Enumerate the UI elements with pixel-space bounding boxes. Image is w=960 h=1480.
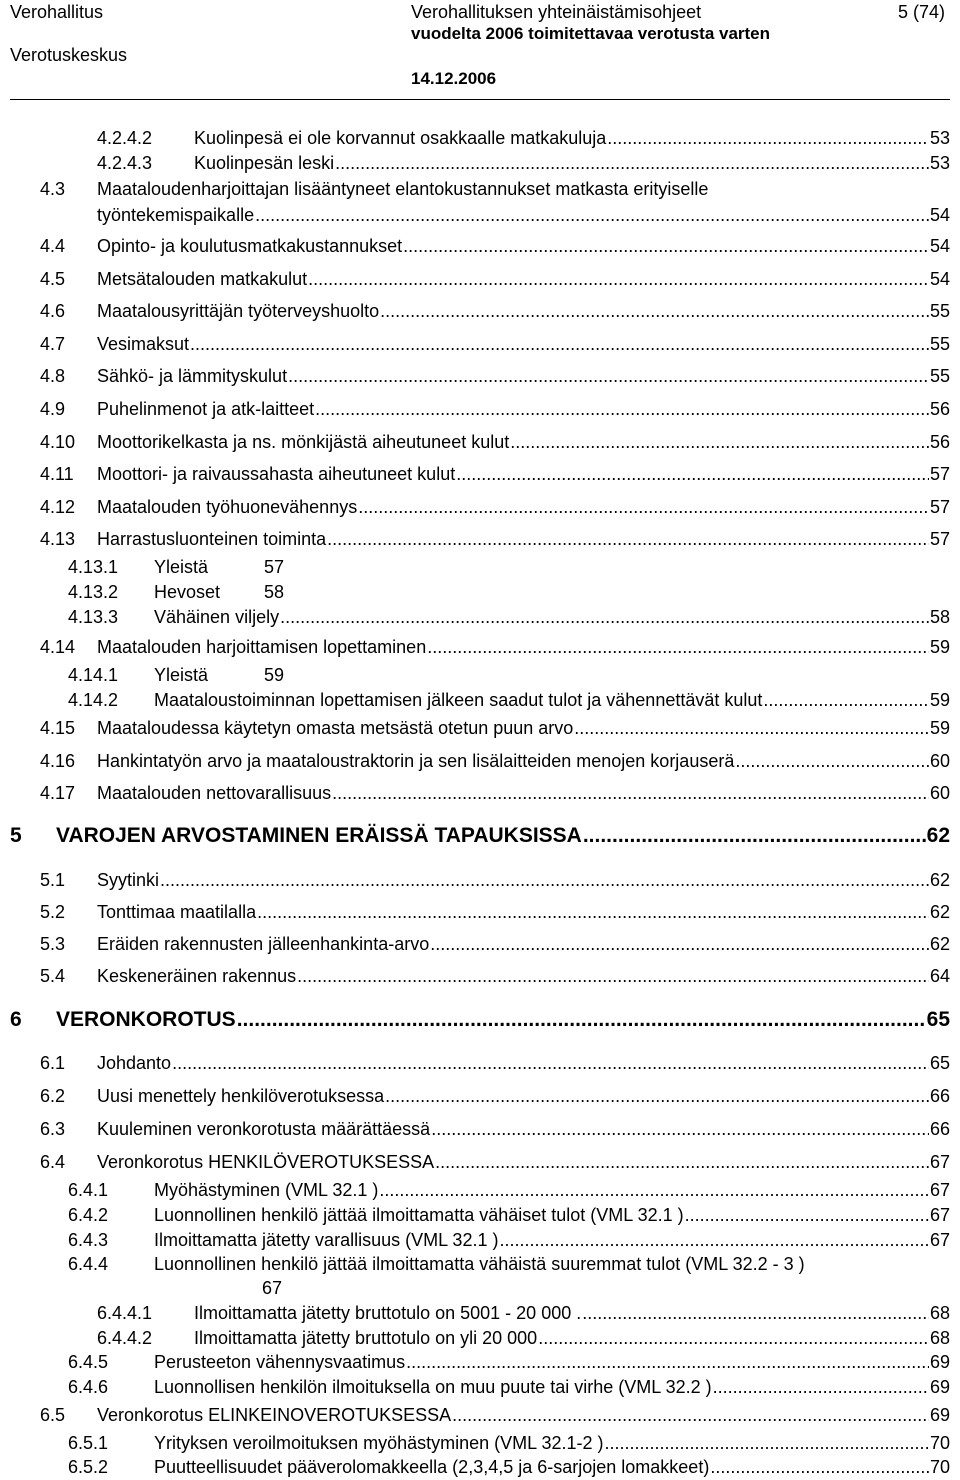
- toc-entry-6-3[interactable]: [40, 1118, 950, 1140]
- toc-leader: [499, 1229, 929, 1251]
- toc-number: 6.4.2: [68, 1205, 109, 1225]
- toc-leader: [237, 1007, 926, 1033]
- toc-leader: [710, 1456, 929, 1478]
- toc-leader: [427, 636, 929, 658]
- toc-title: Maatalouden harjoittamisen lopettaminen: [97, 637, 427, 657]
- toc-number: 4.2.4.3: [97, 153, 153, 173]
- toc-number: 6.2: [40, 1086, 66, 1106]
- toc-leader: [735, 750, 929, 772]
- toc-title: Yrityksen veroilmoituksen myöhästyminen (VML 32.1-2 ): [154, 1433, 604, 1453]
- toc-page: 62: [929, 870, 950, 890]
- toc-number: 4.13.1: [68, 557, 119, 577]
- toc-number: 4.14: [40, 637, 76, 657]
- toc-number: 4.8: [40, 366, 66, 386]
- toc-leader: [403, 235, 929, 257]
- toc-number: 4.10: [40, 432, 76, 452]
- toc-entry-6-5-1[interactable]: [68, 1432, 950, 1454]
- toc-leader: [583, 823, 926, 849]
- toc-number: 6.5.2: [68, 1457, 109, 1477]
- toc-number: 4.2.4.2: [97, 128, 153, 148]
- toc-entry-6-4-1[interactable]: [68, 1179, 950, 1201]
- toc-title: Myöhästyminen (VML 32.1 ): [154, 1180, 379, 1200]
- header-org: Verohallitus: [10, 2, 104, 22]
- toc-page: 69: [929, 1377, 950, 1397]
- toc-entry-4-16[interactable]: [40, 750, 950, 772]
- toc-title: Metsätalouden matkakulut: [97, 269, 308, 289]
- toc-number: 4.9: [40, 399, 66, 419]
- toc-entry-4-13-2[interactable]: [68, 581, 284, 603]
- toc-number: 4.12: [40, 497, 76, 517]
- toc-leader: [452, 1404, 929, 1426]
- toc-page: 67: [929, 1180, 950, 1200]
- toc-page: 65: [926, 1008, 950, 1031]
- toc-entry-4-2-4-2[interactable]: [97, 127, 950, 149]
- toc-number: 4.13.2: [68, 582, 119, 602]
- toc-page: 62: [926, 824, 950, 847]
- toc-leader: [510, 431, 929, 453]
- toc-page: 62: [929, 934, 950, 954]
- toc-page: 59: [264, 665, 285, 685]
- toc-page: 54: [929, 269, 950, 289]
- toc-page: 68: [929, 1328, 950, 1348]
- toc-title: Hankintatyön arvo ja maataloustraktorin ja sen lisälaitteiden menojen korjauserä: [97, 751, 735, 771]
- toc-title: Maataloustoiminnan lopettamisen jälkeen saadut tulot ja vähennettävät kulut: [154, 690, 763, 710]
- toc-entry-6-4-4-2[interactable]: [97, 1327, 950, 1349]
- toc-entry-4-13-1[interactable]: [68, 556, 284, 578]
- toc-entry-6-4-4-page: 67: [262, 1278, 283, 1298]
- toc-page: 57: [264, 557, 285, 577]
- toc-chapter-5[interactable]: [10, 823, 950, 849]
- toc-page: 58: [264, 582, 285, 602]
- toc-page: 69: [929, 1405, 950, 1425]
- toc-entry-6-5[interactable]: [40, 1404, 950, 1426]
- toc-number: 4.13.3: [68, 607, 119, 627]
- toc-entry-4-2-4-3[interactable]: [97, 152, 950, 174]
- toc-number: 6.4.4.2: [97, 1328, 153, 1348]
- toc-title: Puutteellisuudet pääverolomakkeella (2,3,4,5 ja 6-sarjojen lomakkeet): [154, 1457, 710, 1477]
- toc-number: 5.3: [40, 934, 66, 954]
- toc-number: 4.13: [40, 529, 76, 549]
- toc-title: Johdanto: [97, 1053, 172, 1073]
- toc-entry-5-4[interactable]: [40, 965, 950, 987]
- toc-page: 67: [929, 1230, 950, 1250]
- toc-title: Eräiden rakennusten jälleenhankinta-arvo: [97, 934, 430, 954]
- toc-leader: [431, 1118, 929, 1140]
- toc-title: Ilmoittamatta jätetty varallisuus (VML 32.1 ): [154, 1230, 499, 1250]
- toc-leader: [190, 333, 929, 355]
- toc-title: Keskeneräinen rakennus: [97, 966, 297, 986]
- toc-entry-4-11[interactable]: [40, 463, 950, 485]
- toc-page: 60: [929, 783, 950, 803]
- toc-number: 5.1: [40, 870, 66, 890]
- toc-entry-4-13-3[interactable]: [68, 606, 950, 628]
- header-doc-title: Verohallituksen yhteinäistämisohjeet: [411, 2, 702, 22]
- toc-title: Ilmoittamatta jätetty bruttotulo on yli 20 000: [194, 1328, 538, 1348]
- toc-number: 6.4.6: [68, 1377, 109, 1397]
- toc-entry-4-13[interactable]: [40, 528, 950, 550]
- toc-entry-4-10[interactable]: [40, 431, 950, 453]
- toc-leader: [327, 528, 929, 550]
- toc-number: 4.4: [40, 236, 66, 256]
- toc-number: 4.17: [40, 783, 76, 803]
- toc-page: 56: [929, 399, 950, 419]
- toc-leader: [335, 152, 929, 174]
- header-date: 14.12.2006: [411, 69, 497, 88]
- toc-number: 6.4.1: [68, 1180, 109, 1200]
- toc-page: 59: [929, 690, 950, 710]
- toc-entry-4-14[interactable]: [40, 636, 950, 658]
- toc-page: 65: [929, 1053, 950, 1073]
- toc-title: työntekemispaikalle: [97, 205, 255, 225]
- toc-page: 57: [929, 464, 950, 484]
- toc-leader: [379, 1179, 929, 1201]
- toc-page: 62: [929, 902, 950, 922]
- toc-entry-6-4-4[interactable]: [68, 1253, 950, 1275]
- toc-number: 6.4.5: [68, 1352, 109, 1372]
- toc-page: 55: [929, 366, 950, 386]
- toc-entry-6-4-6[interactable]: [68, 1376, 950, 1398]
- toc-leader: [685, 1204, 929, 1226]
- toc-entry-6-4-5[interactable]: [68, 1351, 950, 1373]
- toc-entry-4-12[interactable]: [40, 496, 950, 518]
- toc-title: Kuolinpesän leski: [194, 153, 335, 173]
- toc-title: Tonttimaa maatilalla: [97, 902, 257, 922]
- toc-entry-4-9[interactable]: [40, 398, 950, 420]
- toc-leader: [435, 1151, 929, 1173]
- toc-leader: [332, 782, 929, 804]
- toc-title: VAROJEN ARVOSTAMINEN ERÄISSÄ TAPAUKSISSA: [56, 824, 582, 847]
- toc-title: Luonnollinen henkilö jättää ilmoittamatta vähäistä suuremmat tulot (VML 32.2 - 3 ): [154, 1254, 805, 1274]
- toc-title: Yleistä: [154, 665, 209, 685]
- toc-number: 5.2: [40, 902, 66, 922]
- toc-title: Maatalouden nettovarallisuus: [97, 783, 332, 803]
- toc-entry-4-3-cont[interactable]: [97, 204, 950, 226]
- toc-title: Hevoset: [154, 582, 221, 602]
- toc-page: 67: [929, 1205, 950, 1225]
- toc-title: Vähäinen viljely: [154, 607, 280, 627]
- toc-leader: [315, 398, 929, 420]
- toc-page: 55: [929, 334, 950, 354]
- toc-leader: [160, 869, 929, 891]
- toc-number: 6.3: [40, 1119, 66, 1139]
- toc-entry-4-14-2[interactable]: [68, 689, 950, 711]
- toc-number: 6.1: [40, 1053, 66, 1073]
- toc-title: Ilmoittamatta jätetty bruttotulo on 5001 - 20 000 .: [194, 1303, 582, 1323]
- toc-leader: [385, 1085, 929, 1107]
- toc-leader: [538, 1327, 929, 1349]
- toc-entry-6-4-2[interactable]: [68, 1204, 950, 1226]
- toc-title: Maataloudenharjoittajan lisääntyneet elantokustannukset matkasta erityiselle: [97, 179, 709, 199]
- toc-leader: [607, 127, 929, 149]
- toc-leader: [255, 204, 929, 226]
- toc-entry-4-14-1[interactable]: [68, 664, 284, 686]
- toc-leader: [288, 365, 929, 387]
- toc-number: 6.4: [40, 1152, 66, 1172]
- header-divider: [10, 99, 950, 100]
- toc-leader: [713, 1376, 929, 1398]
- toc-number: 6.5.1: [68, 1433, 109, 1453]
- toc-page: 57: [929, 529, 950, 549]
- toc-title: Kuuleminen veronkorotusta määrättäessä: [97, 1119, 431, 1139]
- toc-entry-4-3[interactable]: [40, 178, 950, 200]
- toc-page: 68: [929, 1303, 950, 1323]
- toc-page: 53: [929, 153, 950, 173]
- toc-entry-4-15[interactable]: [40, 717, 950, 739]
- toc-entry-4-8[interactable]: [40, 365, 950, 387]
- toc-entry-6-4[interactable]: [40, 1151, 950, 1173]
- toc-number: 6.5: [40, 1405, 66, 1425]
- toc-number: 4.15: [40, 718, 76, 738]
- toc-leader: [574, 717, 929, 739]
- toc-leader: [172, 1052, 929, 1074]
- toc-title: Opinto- ja koulutusmatkakustannukset: [97, 236, 403, 256]
- toc-number: 4.3: [40, 179, 66, 199]
- toc-page: 66: [929, 1119, 950, 1139]
- toc-number: 6.4.4: [68, 1254, 109, 1274]
- toc-page: 60: [929, 751, 950, 771]
- toc-leader: [430, 933, 929, 955]
- toc-page: 67: [929, 1152, 950, 1172]
- toc-title: Perusteeton vähennysvaatimus: [154, 1352, 406, 1372]
- toc-title: Maataloudessa käytetyn omasta metsästä otetun puun arvo: [97, 718, 574, 738]
- toc-leader: [456, 463, 929, 485]
- toc-number: 4.16: [40, 751, 76, 771]
- toc-entry-6-4-3[interactable]: [68, 1229, 950, 1251]
- toc-page: 53: [929, 128, 950, 148]
- toc-page: 56: [929, 432, 950, 452]
- toc-page: 54: [929, 236, 950, 256]
- toc-number: 4.14.2: [68, 690, 119, 710]
- toc-entry-5-1[interactable]: [40, 869, 950, 891]
- toc-title: Veronkorotus ELINKEINOVEROTUKSESSA: [97, 1405, 452, 1425]
- toc-title: Luonnollinen henkilö jättää ilmoittamatta vähäiset tulot (VML 32.1 ): [154, 1205, 684, 1225]
- toc-number: 4.11: [40, 464, 74, 484]
- toc-entry-4-5[interactable]: [40, 268, 950, 290]
- toc-entry-4-7[interactable]: [40, 333, 950, 355]
- toc-leader: [763, 689, 929, 711]
- toc-page: 55: [929, 301, 950, 321]
- toc-title: Puhelinmenot ja atk-laitteet: [97, 399, 315, 419]
- toc-title: Vesimaksut: [97, 334, 190, 354]
- toc-page: 66: [929, 1086, 950, 1106]
- toc-page: 70: [929, 1457, 950, 1477]
- toc-title: Syytinki: [97, 870, 160, 890]
- toc-number: 4.14.1: [68, 665, 119, 685]
- header-subtitle: vuodelta 2006 toimitettavaa verotusta varten: [411, 24, 771, 43]
- toc-page: 69: [929, 1352, 950, 1372]
- toc-entry-4-17[interactable]: [40, 782, 950, 804]
- toc-entry-4-6[interactable]: [40, 300, 950, 322]
- toc-page: 58: [929, 607, 950, 627]
- toc-entry-6-5-2[interactable]: [68, 1456, 950, 1478]
- toc-number: 5: [10, 824, 22, 847]
- toc-page: 59: [929, 718, 950, 738]
- toc-title: Moottorikelkasta ja ns. mönkijästä aiheutuneet kulut: [97, 432, 510, 452]
- toc-leader: [582, 1302, 929, 1324]
- toc-page: 70: [929, 1433, 950, 1453]
- toc-leader: [406, 1351, 929, 1373]
- toc-number: 4.6: [40, 301, 66, 321]
- toc-number: 6.4.4.1: [97, 1303, 153, 1323]
- toc-page: 64: [929, 966, 950, 986]
- toc-title: Harrastusluonteinen toiminta: [97, 529, 327, 549]
- toc-page: 59: [929, 637, 950, 657]
- toc-title: Uusi menettely henkilöverotuksessa: [97, 1086, 385, 1106]
- toc-leader: [380, 300, 929, 322]
- toc-entry-5-2[interactable]: [40, 901, 950, 923]
- toc-title: Yleistä: [154, 557, 209, 577]
- header-unit: Verotuskeskus: [10, 45, 128, 65]
- toc-title: VERONKOROTUS: [56, 1008, 236, 1031]
- toc-page: 57: [929, 497, 950, 517]
- toc-title: Maatalousyrittäjän työterveyshuolto: [97, 301, 380, 321]
- toc-entry-6-2[interactable]: [40, 1085, 950, 1107]
- toc-leader: [308, 268, 929, 290]
- toc-leader: [297, 965, 929, 987]
- toc-title: Sähkö- ja lämmityskulut: [97, 366, 288, 386]
- toc-entry-6-1[interactable]: [40, 1052, 950, 1074]
- toc-entry-5-3[interactable]: [40, 933, 950, 955]
- toc-leader: [257, 901, 929, 923]
- toc-entry-4-4[interactable]: [40, 235, 950, 257]
- toc-number: 6.4.3: [68, 1230, 109, 1250]
- toc-number: 4.7: [40, 334, 66, 354]
- toc-number: 5.4: [40, 966, 66, 986]
- toc-leader: [280, 606, 929, 628]
- toc-leader: [605, 1432, 929, 1454]
- toc-leader: [358, 496, 929, 518]
- toc-title: Kuolinpesä ei ole korvannut osakkaalle matkakuluja: [194, 128, 607, 148]
- toc-page: 54: [929, 205, 950, 225]
- toc-title: Veronkorotus HENKILÖVEROTUKSESSA: [97, 1152, 435, 1172]
- toc-title: Moottori- ja raivaussahasta aiheutuneet kulut: [97, 464, 456, 484]
- toc-title: Luonnollisen henkilön ilmoituksella on muu puute tai virhe (VML 32.2 ): [154, 1377, 712, 1397]
- toc-number: 4.5: [40, 269, 66, 289]
- header-page-number: 5 (74): [898, 2, 946, 22]
- toc-chapter-6[interactable]: [10, 1007, 950, 1033]
- toc-number: 6: [10, 1008, 22, 1031]
- toc-entry-6-4-4-1[interactable]: [97, 1302, 950, 1324]
- toc-title: Maatalouden työhuonevähennys: [97, 497, 358, 517]
